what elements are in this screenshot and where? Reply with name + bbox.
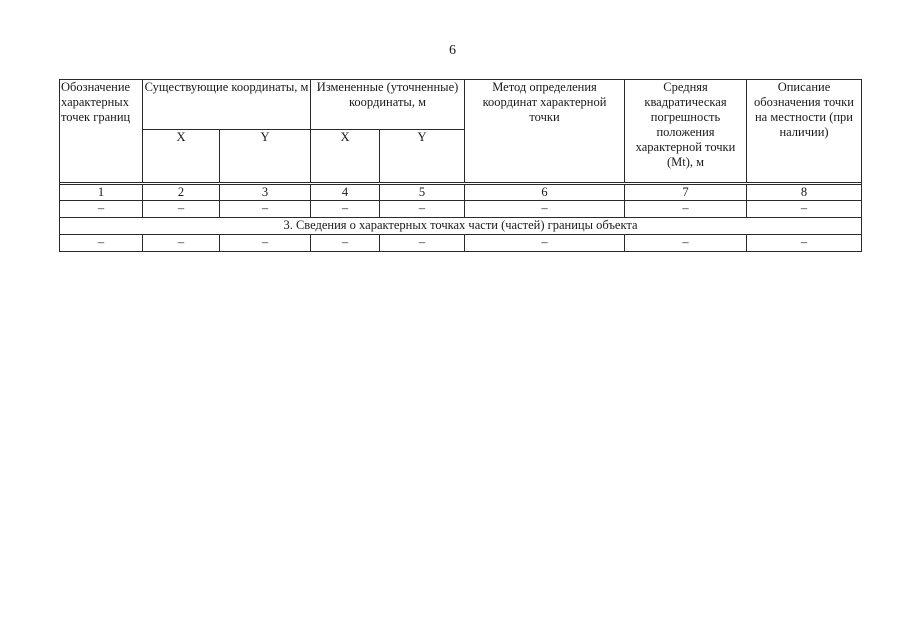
header-point-description: Описание обозначения точки на местности (при наличии) xyxy=(747,80,862,183)
column-number: 5 xyxy=(380,185,465,201)
table-cell: – xyxy=(311,201,380,218)
column-number: 2 xyxy=(143,185,220,201)
table-cell: – xyxy=(380,235,465,252)
header-existing-x: X xyxy=(143,130,220,183)
header-changed-y: Y xyxy=(380,130,465,183)
header-existing-coordinates: Существующие координаты, м xyxy=(143,80,311,130)
table-cell: – xyxy=(747,235,862,252)
section-title: 3. Сведения о характерных точках части (частей) границы объекта xyxy=(60,218,862,235)
column-number: 6 xyxy=(465,185,625,201)
section-title-row xyxy=(60,218,862,235)
header-mean-square-error: Средняя квадратическая погрешность положения характерной точки (Мt), м xyxy=(625,80,747,183)
column-number: 8 xyxy=(747,185,862,201)
coordinates-table-container xyxy=(59,79,861,252)
table-cell: – xyxy=(380,201,465,218)
column-number: 7 xyxy=(625,185,747,201)
table-cell: – xyxy=(465,235,625,252)
table-row xyxy=(60,201,862,218)
column-number-row xyxy=(60,185,862,201)
page-number: 6 xyxy=(449,43,456,58)
table-cell: – xyxy=(60,235,143,252)
header-existing-y: Y xyxy=(220,130,311,183)
table-cell: – xyxy=(311,235,380,252)
table-cell: – xyxy=(747,201,862,218)
header-determination-method: Метод определения координат характерной точки xyxy=(465,80,625,183)
coordinates-table xyxy=(59,79,862,252)
table-cell: – xyxy=(60,201,143,218)
table-cell: – xyxy=(143,235,220,252)
column-number: 4 xyxy=(311,185,380,201)
header-changed-coordinates: Измененные (уточненные) координаты, м xyxy=(311,80,465,130)
table-cell: – xyxy=(143,201,220,218)
table-cell: – xyxy=(465,201,625,218)
column-number: 3 xyxy=(220,185,311,201)
table-cell: – xyxy=(625,201,747,218)
table-cell: – xyxy=(220,201,311,218)
header-row-main xyxy=(60,80,862,130)
column-number: 1 xyxy=(60,185,143,201)
header-point-designation: Обозначение характерных точек границ xyxy=(60,80,143,183)
table-row xyxy=(60,235,862,252)
header-changed-x: X xyxy=(311,130,380,183)
table-cell: – xyxy=(625,235,747,252)
table-cell: – xyxy=(220,235,311,252)
